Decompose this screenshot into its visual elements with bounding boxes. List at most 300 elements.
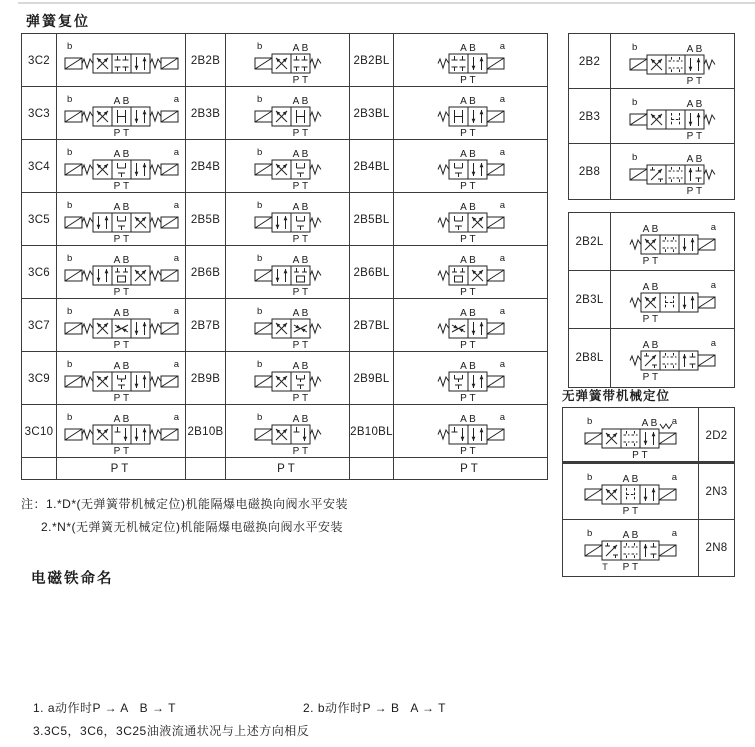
svg-text:P: P [292, 339, 299, 350]
svg-text:b: b [587, 472, 593, 483]
model-code-label: 2B2 [578, 55, 601, 68]
svg-text:B: B [468, 307, 476, 319]
svg-text:P: P [686, 185, 694, 196]
valve-symbol [251, 408, 325, 456]
svg-text:a: a [173, 305, 179, 317]
svg-text:P: P [292, 233, 299, 244]
model-code [350, 193, 394, 246]
valve-symbol [61, 249, 182, 297]
valve-diagram [57, 352, 186, 405]
model-code-label: 2B3BL [353, 107, 390, 120]
svg-text:b: b [256, 40, 262, 52]
svg-text:A: A [292, 307, 299, 319]
svg-text:T: T [695, 130, 703, 141]
svg-text:P: P [459, 180, 467, 191]
svg-text:T: T [651, 372, 659, 382]
svg-text:b: b [632, 41, 638, 53]
valve-symbol [434, 196, 508, 244]
valve-diagram [611, 144, 734, 199]
svg-text:B: B [468, 95, 476, 107]
svg-text:P: P [686, 75, 694, 86]
svg-text:b: b [66, 40, 72, 52]
svg-text:B: B [695, 43, 703, 55]
svg-text:T: T [631, 506, 639, 516]
valve-symbol [251, 90, 325, 138]
svg-text:P: P [622, 562, 630, 572]
svg-text:P: P [686, 130, 694, 141]
valve-diagram [226, 352, 350, 405]
svg-text:B: B [651, 340, 659, 351]
svg-text:T: T [468, 392, 476, 403]
svg-text:b: b [66, 199, 72, 211]
svg-text:B: B [122, 413, 129, 425]
model-code [350, 352, 394, 405]
model-code [569, 213, 611, 271]
svg-text:P: P [459, 392, 467, 403]
model-code [350, 405, 394, 458]
svg-text:T: T [301, 339, 308, 350]
svg-text:P: P [459, 339, 467, 350]
valve-symbol [626, 218, 719, 266]
svg-text:A: A [622, 474, 630, 485]
svg-text:A: A [686, 153, 694, 165]
svg-text:P: P [292, 445, 299, 456]
svg-text:B: B [468, 201, 476, 213]
svg-text:A: A [642, 224, 650, 235]
svg-text:T: T [631, 562, 639, 572]
svg-text:P: P [622, 506, 630, 516]
valve-diagram [563, 520, 699, 576]
heading-no-spring-mech: 无弹簧带机械定位 [562, 389, 671, 403]
model-code [699, 520, 734, 576]
svg-text:B: B [301, 42, 308, 54]
valve-symbol [434, 37, 508, 85]
svg-text:P: P [642, 256, 650, 266]
svg-text:a: a [671, 528, 677, 539]
svg-text:P: P [292, 392, 299, 403]
valve-diagram [394, 246, 547, 299]
valve-diagram [57, 87, 186, 140]
svg-text:T: T [122, 233, 129, 244]
b-series-table [568, 33, 735, 200]
empty-cell [350, 458, 394, 479]
svg-text:P: P [292, 127, 299, 138]
valve-diagram [611, 329, 734, 387]
svg-text:A: A [292, 413, 299, 425]
valve-symbol [626, 38, 719, 86]
svg-text:B: B [301, 360, 308, 372]
svg-text:A: A [113, 254, 120, 266]
svg-text:P: P [113, 180, 120, 191]
model-code-label: 3C2 [28, 54, 50, 67]
model-code [22, 352, 57, 405]
valve-symbol [626, 148, 719, 196]
svg-text:A: A [459, 201, 467, 213]
svg-text:P: P [113, 392, 120, 403]
svg-text:T: T [468, 180, 476, 191]
svg-text:P: P [292, 286, 299, 297]
pt-port-label-cell [57, 458, 186, 479]
svg-text:P: P [459, 74, 467, 85]
svg-text:b: b [256, 305, 262, 317]
svg-text:T: T [122, 339, 129, 350]
svg-text:A: A [292, 254, 299, 266]
model-code [569, 89, 611, 144]
valve-symbol [581, 412, 680, 460]
svg-text:T: T [468, 233, 476, 244]
valve-diagram [57, 140, 186, 193]
table-row [22, 405, 547, 458]
svg-text:A: A [113, 201, 120, 213]
valve-diagram [57, 299, 186, 352]
svg-text:T: T [122, 180, 129, 191]
valve-diagram [226, 34, 350, 87]
pt-port-label: PT [460, 462, 481, 475]
valve-diagram [611, 213, 734, 271]
svg-text:T: T [301, 286, 308, 297]
valve-symbol [61, 196, 182, 244]
svg-text:T: T [602, 562, 608, 572]
svg-text:T: T [122, 127, 129, 138]
svg-text:B: B [301, 413, 308, 425]
svg-text:A: A [686, 43, 694, 55]
svg-text:A: A [622, 530, 630, 541]
valve-diagram [563, 464, 699, 520]
footer-note-a: 1. a动作时P → A B → T [33, 701, 176, 715]
model-code [569, 271, 611, 329]
footer-note-c: 3.3C5，3C6，3C25油液流通状况与上述方向相反 [33, 724, 310, 738]
svg-text:a: a [710, 222, 716, 233]
valve-diagram [611, 34, 734, 89]
valve-diagram [57, 246, 186, 299]
table-row [563, 408, 734, 464]
svg-text:A: A [641, 418, 649, 429]
valve-diagram [57, 193, 186, 246]
valve-diagram [226, 299, 350, 352]
valve-diagram [394, 87, 547, 140]
model-code-label: 2B10B [187, 425, 224, 438]
svg-text:T: T [468, 339, 476, 350]
valve-diagram [226, 193, 350, 246]
valve-symbol [61, 37, 182, 85]
model-code-label: 2B2L [575, 236, 604, 248]
svg-text:P: P [113, 127, 120, 138]
table-row [22, 87, 547, 140]
valve-symbol [581, 524, 680, 572]
table-row [569, 329, 734, 387]
model-code-label: 2B8L [575, 352, 604, 364]
valve-symbol [434, 249, 508, 297]
model-code [350, 246, 394, 299]
svg-text:T: T [122, 445, 129, 456]
svg-text:B: B [651, 282, 659, 293]
model-code-label: 3C5 [28, 213, 50, 226]
heading-solenoid-naming: 电磁铁命名 [31, 571, 114, 587]
svg-text:a: a [671, 472, 677, 483]
svg-text:A: A [459, 95, 467, 107]
svg-text:A: A [113, 148, 120, 160]
svg-text:A: A [459, 307, 467, 319]
svg-text:B: B [122, 360, 129, 372]
svg-text:A: A [292, 201, 299, 213]
svg-text:a: a [173, 146, 179, 158]
model-code-label: 2B7BL [353, 319, 390, 332]
model-code [186, 34, 226, 87]
valve-symbol [626, 334, 719, 382]
model-code [350, 34, 394, 87]
valve-diagram [226, 246, 350, 299]
pt-port-label: PT [110, 462, 132, 475]
valve-symbol [61, 355, 182, 403]
model-code [186, 87, 226, 140]
model-code [186, 246, 226, 299]
pt-port-label-cell [394, 458, 547, 479]
model-code [22, 34, 57, 87]
svg-text:b: b [256, 252, 262, 264]
svg-text:P: P [632, 450, 639, 460]
svg-text:B: B [122, 148, 129, 160]
model-code-label: 2B9B [190, 372, 221, 385]
svg-text:A: A [113, 95, 120, 107]
model-code-label: 2B4B [190, 160, 221, 173]
model-code-label: 2B6BL [353, 266, 390, 279]
model-code [350, 87, 394, 140]
svg-text:A: A [642, 282, 650, 293]
svg-text:b: b [256, 93, 262, 105]
svg-text:T: T [468, 74, 476, 85]
table-row [563, 464, 734, 520]
model-code [350, 299, 394, 352]
valve-symbol [251, 302, 325, 350]
model-code [22, 87, 57, 140]
model-code-label: 3C7 [28, 319, 50, 332]
model-code-label: 2B8 [578, 165, 601, 178]
valve-symbol [251, 37, 325, 85]
svg-text:a: a [499, 411, 505, 423]
table-row [22, 34, 547, 87]
valve-diagram [226, 140, 350, 193]
model-code [569, 329, 611, 387]
svg-text:T: T [301, 392, 308, 403]
footer-note-b: 2. b动作时P → B A → T [303, 701, 446, 715]
model-code-label: 2N3 [705, 486, 728, 498]
svg-text:a: a [710, 338, 716, 349]
valve-symbol [626, 93, 719, 141]
model-code [22, 140, 57, 193]
svg-text:P: P [459, 127, 467, 138]
table-row [569, 271, 734, 329]
model-code [22, 405, 57, 458]
valve-diagram [611, 271, 734, 329]
valve-symbol [251, 143, 325, 191]
model-code [22, 193, 57, 246]
valve-diagram [394, 34, 547, 87]
table-row [569, 144, 734, 199]
svg-text:b: b [256, 199, 262, 211]
svg-text:b: b [632, 96, 638, 108]
valve-diagram [563, 408, 699, 464]
valve-diagram [611, 89, 734, 144]
svg-text:T: T [695, 185, 703, 196]
svg-text:T: T [651, 256, 659, 266]
svg-text:b: b [256, 146, 262, 158]
svg-text:a: a [499, 93, 505, 105]
svg-text:A: A [292, 42, 299, 54]
table-row [22, 246, 547, 299]
svg-text:A: A [686, 98, 694, 110]
l-series-table [568, 212, 735, 388]
table-row [22, 140, 547, 193]
svg-text:b: b [632, 151, 638, 163]
valve-symbol [581, 468, 680, 516]
valve-diagram [226, 405, 350, 458]
svg-text:A: A [113, 360, 120, 372]
svg-text:T: T [468, 286, 476, 297]
svg-text:b: b [256, 358, 262, 370]
svg-text:a: a [671, 416, 677, 427]
table-row [569, 89, 734, 144]
svg-text:P: P [113, 286, 120, 297]
svg-text:B: B [631, 474, 639, 485]
valve-diagram [394, 405, 547, 458]
svg-text:B: B [631, 530, 639, 541]
model-code [569, 144, 611, 199]
svg-text:a: a [499, 146, 505, 158]
model-code-label: 2B7B [190, 319, 221, 332]
svg-text:A: A [292, 360, 299, 372]
model-code-label: 2B3B [190, 107, 221, 120]
svg-text:A: A [292, 95, 299, 107]
table-row [22, 193, 547, 246]
svg-text:B: B [468, 148, 476, 160]
model-code [186, 352, 226, 405]
svg-text:P: P [292, 180, 299, 191]
svg-text:T: T [122, 392, 129, 403]
table-row [22, 458, 547, 479]
model-code-label: 2B5B [190, 213, 221, 226]
svg-text:A: A [292, 148, 299, 160]
table-row [563, 520, 734, 576]
table-row [569, 213, 734, 271]
svg-text:B: B [695, 153, 703, 165]
svg-text:A: A [113, 307, 120, 319]
svg-text:a: a [499, 40, 505, 52]
valve-symbol [434, 355, 508, 403]
model-code-label: 3C10 [24, 425, 54, 438]
model-code-label: 3C9 [28, 372, 50, 385]
svg-text:A: A [459, 413, 467, 425]
valve-symbol [434, 408, 508, 456]
svg-text:B: B [468, 254, 476, 266]
pt-port-label: PT [277, 462, 298, 475]
model-code-label: 2B4BL [353, 160, 390, 173]
svg-text:B: B [695, 98, 703, 110]
svg-text:P: P [459, 286, 467, 297]
svg-text:a: a [499, 305, 505, 317]
valve-symbol [61, 408, 182, 456]
svg-text:B: B [301, 201, 308, 213]
valve-diagram [57, 405, 186, 458]
model-code [22, 246, 57, 299]
svg-text:B: B [122, 201, 129, 213]
svg-text:b: b [66, 358, 72, 370]
model-code [22, 299, 57, 352]
svg-text:a: a [173, 199, 179, 211]
svg-text:P: P [459, 233, 467, 244]
svg-text:a: a [173, 411, 179, 423]
svg-text:T: T [468, 445, 476, 456]
valve-symbol [251, 196, 325, 244]
svg-text:B: B [301, 307, 308, 319]
svg-text:P: P [113, 445, 120, 456]
svg-text:A: A [642, 340, 650, 351]
model-code-label: 2B3 [578, 110, 601, 123]
svg-text:T: T [301, 180, 308, 191]
model-code [350, 140, 394, 193]
valve-diagram [57, 34, 186, 87]
model-code-label: 2B6B [190, 266, 221, 279]
empty-cell [186, 458, 226, 479]
svg-text:a: a [499, 358, 505, 370]
svg-text:A: A [459, 360, 467, 372]
svg-text:B: B [122, 307, 129, 319]
model-code-label: 2D2 [705, 430, 728, 442]
valve-symbol [61, 90, 182, 138]
svg-text:T: T [301, 233, 308, 244]
valve-diagram [226, 87, 350, 140]
svg-text:P: P [642, 314, 650, 324]
model-code-label: 2N8 [705, 542, 728, 554]
svg-text:T: T [695, 75, 703, 86]
table-row [22, 352, 547, 405]
valve-diagram [394, 193, 547, 246]
valve-symbol [61, 302, 182, 350]
svg-text:b: b [66, 411, 72, 423]
valve-diagram [394, 140, 547, 193]
svg-text:P: P [113, 339, 120, 350]
model-code [186, 193, 226, 246]
svg-text:T: T [468, 127, 476, 138]
model-code-label: 3C3 [28, 107, 50, 120]
model-code-label: 2B9BL [353, 372, 390, 385]
svg-text:b: b [66, 146, 72, 158]
table-row [569, 34, 734, 89]
valve-symbol [434, 90, 508, 138]
svg-text:P: P [113, 233, 120, 244]
model-code-label: 3C6 [28, 266, 50, 279]
svg-text:b: b [66, 305, 72, 317]
svg-text:B: B [468, 360, 476, 372]
svg-text:T: T [641, 450, 648, 460]
model-code [186, 405, 226, 458]
svg-text:B: B [122, 254, 129, 266]
svg-text:T: T [301, 127, 308, 138]
valve-symbol [251, 249, 325, 297]
svg-text:A: A [459, 254, 467, 266]
note-line-1: 注：1.*D*(无弹簧带机械定位)机能隔爆电磁换向阀水平安装 [21, 497, 349, 511]
svg-text:B: B [122, 95, 129, 107]
model-code [699, 464, 734, 520]
svg-text:B: B [468, 413, 476, 425]
model-code [699, 408, 734, 464]
note-line-2: 2.*N*(无弹簧无机械定位)机能隔爆电磁换向阀水平安装 [41, 520, 344, 534]
model-code [186, 140, 226, 193]
svg-text:b: b [66, 93, 72, 105]
model-code [569, 34, 611, 89]
svg-text:B: B [301, 95, 308, 107]
svg-text:T: T [301, 445, 308, 456]
svg-text:b: b [587, 416, 593, 427]
